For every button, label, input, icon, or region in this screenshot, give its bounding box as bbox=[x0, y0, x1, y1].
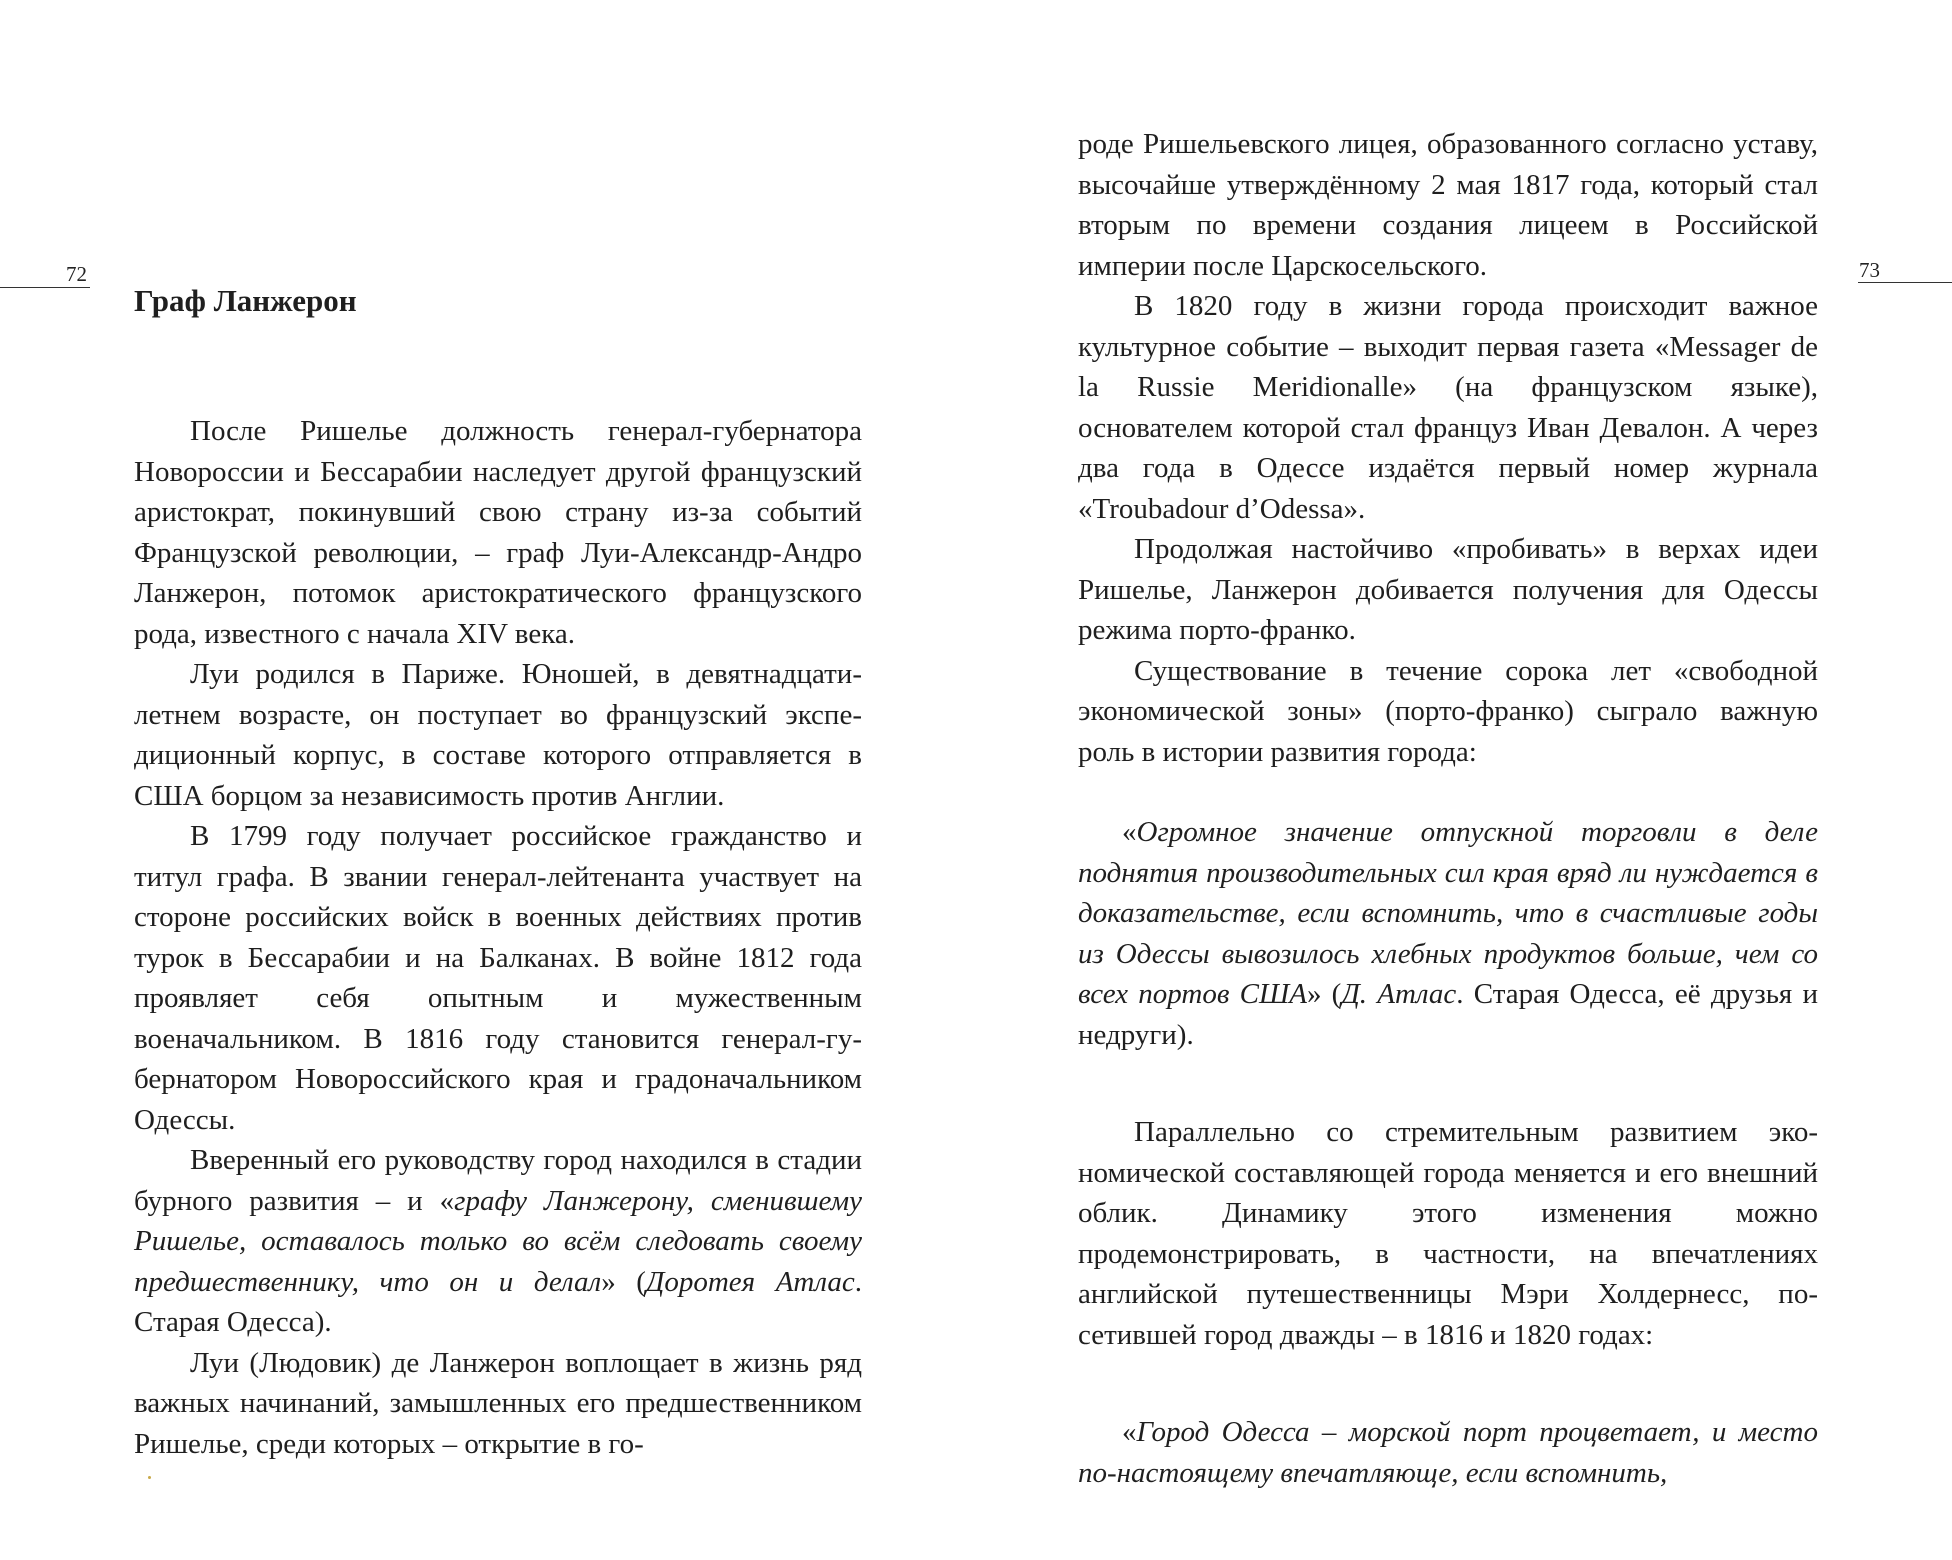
paragraph: В 1799 году получает российское гражданство и титул графа. В звании генерал-лейтенанта участвует на стороне российских войск в военных действиях против турок в Бессарабии и на Балканах. В войне 1812 года проявляет себя опытным и мужественным военачальником. В 1816 году становится генерал-губернатором Новороссийского края и градоначальником Одессы. bbox=[134, 820, 862, 1136]
right-page-body bbox=[1078, 124, 1818, 1493]
paragraph: Параллельно со стремительным развитием экономической составляющей города меняется и его внешний облик. Динамику этого изменения можно продемонстрировать, в частности, на впечатлениях английской путешественницы Мэри Холдернесс, посетившей город дважды – в 1816 и 1820 годах: bbox=[1078, 1116, 1818, 1351]
paragraph: Луи (Людовик) де Ланжерон воплощает в жизнь ряд важных начинаний, замышленных его предшественником Ришелье, среди которых – открытие в го- bbox=[134, 1346, 862, 1460]
quote-text: Город Одесса – морской порт процветает, и место по-настоящему впечатляюще, если вспомнить, bbox=[1078, 1416, 1818, 1489]
text-run: « bbox=[1122, 816, 1137, 848]
text-run: » ( bbox=[601, 1265, 646, 1298]
right-page-number: 73 bbox=[1859, 258, 1880, 282]
text-run: . Старая Одесса, её друзья и недруги). bbox=[1078, 978, 1818, 1051]
right-header-rule bbox=[1858, 282, 1952, 283]
block-quote bbox=[1078, 1412, 1818, 1493]
paper-speck bbox=[148, 1476, 151, 1479]
text-run: Вверенный его руководству город находился в стадии бурного развития – и « bbox=[134, 1144, 862, 1217]
quote-text: графу Ланжерону, сменившему Ришелье, оставалось только во всём следовать своему предшественнику, что он и делал bbox=[134, 1184, 863, 1298]
paragraph: После Ришелье должность генерал-губернатора Новороссии и Бессарабии наследует другой французский аристократ, покинувший свою страну из-за событий Французской революции, – граф Луи-Александр-Андро Ланжерон, потомок аристократического французского рода, известного с начала XIV века. bbox=[134, 415, 862, 650]
block-quote bbox=[1078, 812, 1818, 1055]
chapter-title: Граф Ланжерон bbox=[134, 283, 357, 318]
text-run: » ( bbox=[1306, 978, 1342, 1010]
quote-author: Доротея Атлас bbox=[645, 1265, 855, 1298]
paragraph: Продолжая настойчиво «пробивать» в верхах идеи Ришелье, Ланжерон добивается получения для Одессы режима порто-франко. bbox=[1078, 533, 1818, 646]
left-page-number: 72 bbox=[66, 262, 87, 286]
text-run: . Старая Одесса). bbox=[134, 1265, 862, 1338]
text-run: « bbox=[1122, 1416, 1137, 1448]
paragraph: роде Ришельевского лицея, образованного согласно уставу, высочайше утверждённому 2 мая 1817 года, который стал вторым по времени создания лицеем в Российской империи после Царскосельского. bbox=[1078, 128, 1818, 282]
quote-author: Д. Атлас bbox=[1341, 978, 1457, 1010]
paragraph: В 1820 году в жизни города происходит важное культурное событие – выходит первая газета «Messager de la Russie Meridionalle» (на французском языке), основателем которой стал француз Иван Девалон. А через два года в Одессе издаётся первый номер журнала «Troubadour d’Odessa». bbox=[1078, 290, 1818, 525]
left-header-rule bbox=[0, 287, 90, 288]
paragraph: Существование в течение сорока лет «свободной экономической зоны» (порто-франко) сыграло важную роль в истории развития города: bbox=[1078, 654, 1818, 768]
left-page-body bbox=[134, 411, 862, 1464]
paragraph: Луи родился в Париже. Юношей, в девятнадцатилетнем возрасте, он поступает во французский экспедиционный корпус, в составе которого отправляется в США борцом за независимость против Англии. bbox=[134, 658, 862, 812]
paragraph bbox=[134, 1140, 862, 1343]
quote-text: Огромное значение отпускной торговли в деле поднятия производительных сил края вряд ли нуждается в доказательстве, если вспомнить, что в счастливые годы из Одессы вывозилось хлебных продуктов больше, чем со всех портов США bbox=[1078, 816, 1818, 1010]
